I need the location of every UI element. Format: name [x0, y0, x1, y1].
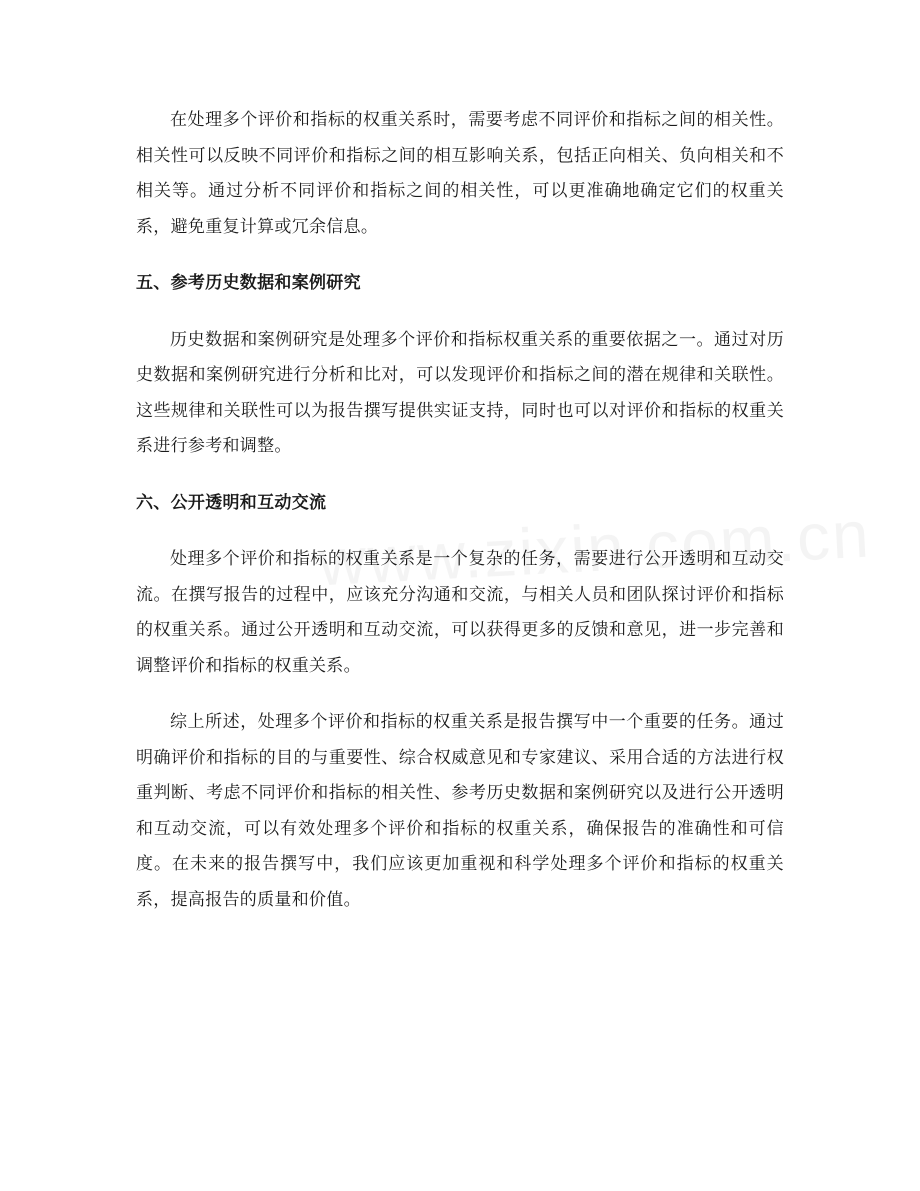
- paragraph-conclusion: 综上所述，处理多个评价和指标的权重关系是报告撰写中一个重要的任务。通过明确评价和指标的目的与重要性、综合权威意见和专家建议、采用合适的方法进行权重判断、考虑不同评价和指标的相关性、参考历史数据和案例研究以及进行公开透明和互动交流，可以有效处理多个评价和指标的权重关系，确保报告的准确性和可信度。在未来的报告撰写中，我们应该更加重视和科学处理多个评价和指标的权重关系，提高报告的质量和价值。: [136, 712, 784, 910]
- document-body: [136, 103, 784, 918]
- paragraph-correlation: 在处理多个评价和指标的权重关系时，需要考虑不同评价和指标之间的相关性。相关性可以反映不同评价和指标之间的相互影响关系，包括正向相关、负向相关和不相关等。通过分析不同评价和指标之间的相关性，可以更准确地确定它们的权重关系，避免重复计算或冗余信息。: [136, 110, 784, 237]
- section-heading-5: 五、参考历史数据和案例研究: [136, 273, 361, 293]
- paragraph-historical-data: 历史数据和案例研究是处理多个评价和指标权重关系的重要依据之一。通过对历史数据和案例研究进行分析和比对，可以发现评价和指标之间的潜在规律和关联性。这些规律和关联性可以为报告撰写提供实证支持，同时也可以对评价和指标的权重关系进行参考和调整。: [136, 329, 784, 456]
- paragraph-transparency: 处理多个评价和指标的权重关系是一个复杂的任务，需要进行公开透明和互动交流。在撰写报告的过程中，应该充分沟通和交流，与相关人员和团队探讨评价和指标的权重关系。通过公开透明和互动交流，可以获得更多的反馈和意见，进一步完善和调整评价和指标的权重关系。: [136, 549, 784, 676]
- section-heading-6: 六、公开透明和互动交流: [136, 492, 327, 513]
